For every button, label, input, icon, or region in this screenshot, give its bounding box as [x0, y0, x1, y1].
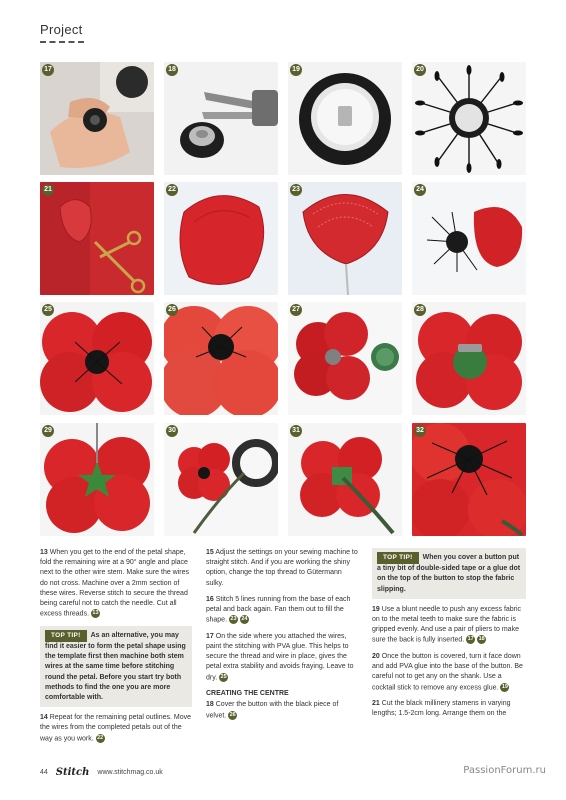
step-badge: 21 — [42, 184, 54, 196]
step-text: Repeat for the remaining petal outlines. Move the wires from the completed petals out of the way as you work. — [40, 714, 191, 742]
site-watermark: PassionForum.ru — [463, 765, 546, 776]
text-column-1 — [40, 548, 192, 750]
photo-ref-badge: 22 — [97, 734, 104, 741]
step-badge: 19 — [290, 64, 302, 76]
top-tip-text: When you cover a button put a tiny bit of double-sided tape or a glue dot on the top of the button to stop the fabric slipping. — [377, 554, 521, 593]
step-badge: 24 — [414, 184, 426, 196]
step-badge: 17 — [42, 64, 54, 76]
photo-button-back — [288, 62, 402, 175]
photo-ref-badge: 13 — [92, 610, 99, 617]
step-photo-31 — [288, 423, 402, 536]
step-photo-23 — [288, 182, 402, 295]
photo-scissors-petal — [40, 182, 154, 295]
step-21-paragraph — [372, 699, 526, 719]
step-photo-30 — [164, 423, 278, 536]
step-15-paragraph — [206, 548, 360, 589]
step-text: Use a blunt needle to push any excess fabric on to the metal teeth to make sure the fabric is gripped evenly. And use a pair of pliers to make sure the back is fully inserted. — [372, 605, 522, 644]
step-badge: 28 — [414, 304, 426, 316]
photo-poppy-green-back — [412, 302, 526, 415]
step-number: 16 — [206, 595, 214, 603]
photo-ref-badge: 19 — [501, 683, 508, 690]
photo-petal-lace — [288, 182, 402, 295]
page-title: Project — [40, 22, 83, 37]
text-column-3 — [372, 548, 526, 726]
step-16-paragraph — [206, 595, 360, 626]
photo-poppy-back-button — [288, 302, 402, 415]
photo-poppy-tape — [164, 423, 278, 536]
page-number: 44 — [40, 769, 48, 776]
section-subheading: CREATING THE CENTRE — [206, 690, 289, 698]
step-photo-21 — [40, 182, 154, 295]
step-text: On the side where you attached the wires, paint the stitching with PVA glue. This helps to secure the thread and wire in place, gives the petal extra stability and avoids fraying. Leave to dry. — [206, 632, 354, 681]
page-footer — [40, 767, 163, 778]
photo-poppy-front — [40, 302, 154, 415]
step-20-paragraph — [372, 652, 526, 693]
step-text: Stitch 5 lines running from the base of each petal and back again. Fan them out to fill the shape. — [206, 595, 351, 624]
photo-ref-badge: 26 — [229, 711, 236, 718]
step-number: 15 — [206, 549, 214, 556]
photo-stamens-arranged — [412, 62, 526, 175]
step-number: 13 — [40, 549, 48, 556]
step-number: 17 — [206, 632, 214, 640]
step-photo-19 — [288, 62, 402, 175]
top-tip-label: TOP TIP! — [377, 552, 419, 564]
photo-petal-cut — [164, 182, 278, 295]
step-badge: 23 — [290, 184, 302, 196]
step-number: 18 — [206, 701, 214, 709]
top-tip-text: As an alternative, you may find it easier to form the petal shape using the template first then machine both stem wires at the same time before stitching round the petal. Before you start try both methods to find the one you are more comfortable with. — [45, 631, 186, 701]
step-badge: 30 — [166, 425, 178, 437]
step-badge: 26 — [166, 304, 178, 316]
step-photo-22 — [164, 182, 278, 295]
photo-ref-badge: 24 — [241, 616, 248, 623]
step-photo-24 — [412, 182, 526, 295]
step-text: When you get to the end of the petal shape, fold the remaining wire at a 90° angle and place next to the other wire stem. Make sure the wires do not cross. Machine over a 2mm section of these wires. Reverse stitch to secure the thread being careful not to catch the needle. Cut all excess threads. — [40, 549, 190, 618]
photo-ref-badge: 23 — [230, 616, 237, 623]
step-badge: 31 — [290, 425, 302, 437]
step-badge: 29 — [42, 425, 54, 437]
title-underline — [40, 41, 84, 43]
photo-ref-badge: 25 — [220, 673, 227, 680]
step-badge: 32 — [414, 425, 426, 437]
step-number: 14 — [40, 714, 48, 722]
step-text: Cover the button with the black piece of velvet. — [206, 701, 339, 719]
step-photo-29 — [40, 423, 154, 536]
photo-poppy-lace — [164, 302, 278, 415]
step-photo-17 — [40, 62, 154, 175]
step-photo-32 — [412, 423, 526, 536]
footer-link[interactable]: www.stitchmag.co.uk — [97, 769, 163, 776]
photo-centre-petal — [412, 182, 526, 295]
step-19-paragraph — [372, 605, 526, 646]
step-number: 19 — [372, 605, 380, 613]
step-number: 20 — [372, 652, 380, 660]
top-tip-box — [40, 626, 192, 707]
photo-pliers-button — [164, 62, 278, 175]
step-17-paragraph — [206, 632, 360, 683]
step-photo-26 — [164, 302, 278, 415]
step-13-paragraph — [40, 548, 192, 620]
step-photo-20 — [412, 62, 526, 175]
photo-poppy-star-calyx — [40, 423, 154, 536]
step-photo-25 — [40, 302, 154, 415]
step-badge: 20 — [414, 64, 426, 76]
step-badge: 27 — [290, 304, 302, 316]
photo-ref-badge: 18 — [478, 636, 485, 643]
step-badge: 18 — [166, 64, 178, 76]
step-badge: 25 — [42, 304, 54, 316]
step-number: 21 — [372, 700, 380, 708]
photo-ref-badge: 17 — [467, 636, 474, 643]
photo-poppy-finished — [412, 423, 526, 536]
photo-hand-button — [40, 62, 154, 175]
photo-poppy-stem — [288, 423, 402, 536]
photo-grid — [40, 62, 526, 536]
step-text: Once the button is covered, turn it face down and add PVA glue into the base of the button. Be careful not to get any on the shank. Use a cocktail stick to remove any excess glue. — [372, 652, 523, 691]
text-column-2 — [206, 548, 360, 727]
step-text: Cut the black millinery stamens in varying lengths; 1.5-2cm long. Arrange them on the — [372, 700, 511, 718]
top-tip-box — [372, 548, 526, 599]
top-tip-label: TOP TIP! — [45, 630, 87, 642]
magazine-logo: Stitch — [55, 767, 90, 778]
step-18-paragraph — [206, 700, 360, 721]
step-badge: 22 — [166, 184, 178, 196]
step-14-paragraph — [40, 713, 192, 744]
step-text: Adjust the settings on your sewing machine to straight stitch. And if you are working the shiny option, change the top thread to Gütermann sulky. — [206, 549, 358, 587]
step-photo-28 — [412, 302, 526, 415]
step-photo-27 — [288, 302, 402, 415]
step-photo-18 — [164, 62, 278, 175]
